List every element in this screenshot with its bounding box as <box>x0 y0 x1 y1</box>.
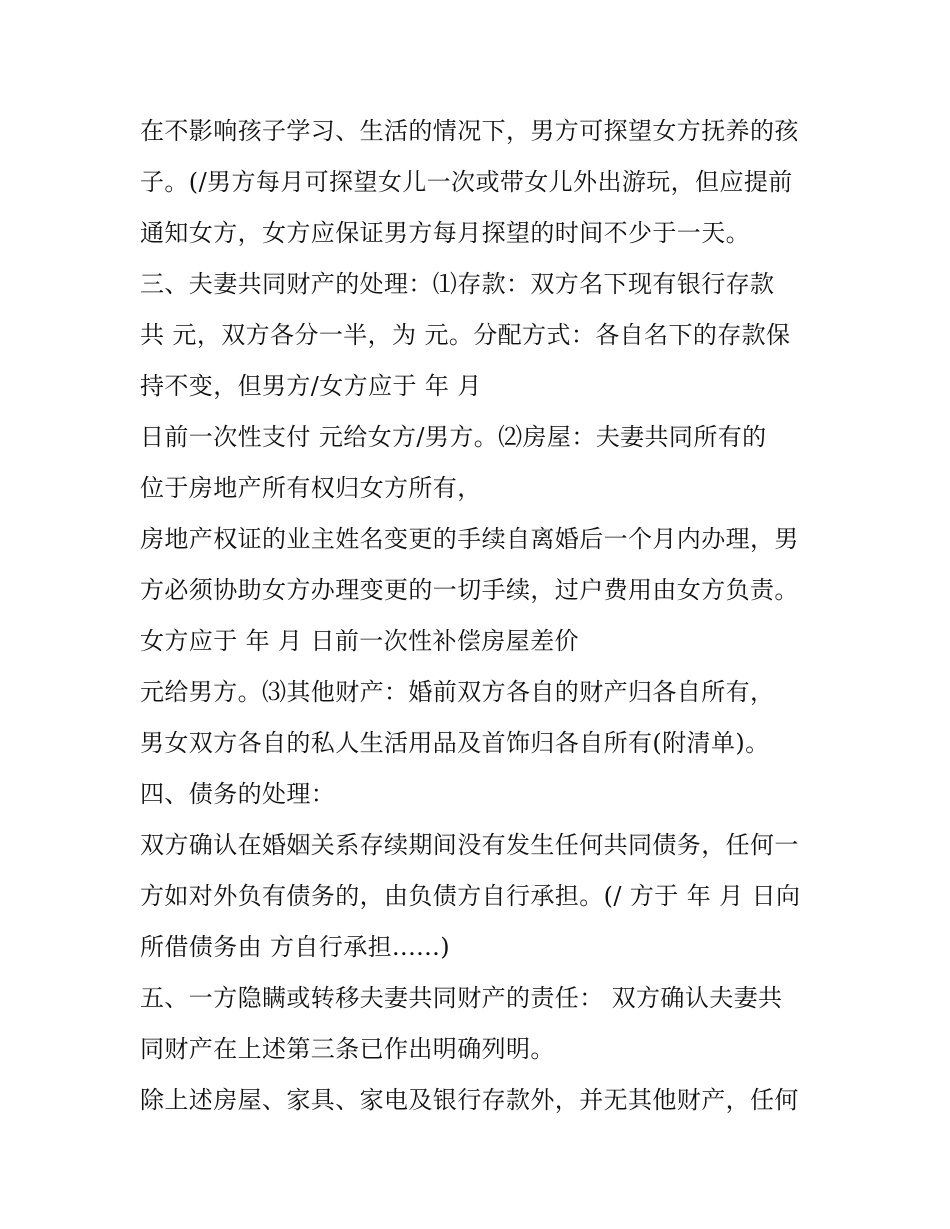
text-line: 四、债务的处理： <box>140 780 336 808</box>
text-line: 持不变，但男方/女方应于 年 月 <box>140 372 482 400</box>
text-line: 方必须协助女方办理变更的一切手续，过户费用由女方负责。 <box>140 576 799 604</box>
text-line: 三、夫妻共同财产的处理：⑴存款：双方名下现有银行存款 <box>140 270 775 298</box>
text-line: 共 元，双方各分一半，为 元。分配方式：各自名下的存款保 <box>140 321 791 349</box>
text-line: 日前一次性支付 元给女方/男方。⑵房屋：夫妻共同所有的 <box>140 423 767 451</box>
text-line: 女方应于 年 月 日前一次性补偿房屋差价 <box>140 627 579 655</box>
text-line: 同财产在上述第三条已作出明确列明。 <box>140 1035 555 1063</box>
text-line: 双方确认在婚姻关系存续期间没有发生任何共同债务，任何一 <box>140 831 799 859</box>
text-line: 在不影响孩子学习、生活的情况下，男方可探望女方抚养的孩 <box>140 117 799 145</box>
document-body <box>140 106 830 1126</box>
text-line: 房地产权证的业主姓名变更的手续自离婚后一个月内办理，男 <box>140 525 799 553</box>
text-line: 方如对外负有债务的，由负债方自行承担。(/ 方于 年 月 日向 <box>140 882 801 910</box>
text-line: 除上述房屋、家具、家电及银行存款外，并无其他财产，任何 <box>140 1086 799 1114</box>
text-line: 五、一方隐瞒或转移夫妻共同财产的责任： 双方确认夫妻共 <box>140 984 783 1012</box>
text-line: 所借债务由 方自行承担......) <box>140 933 450 961</box>
text-line: 男女双方各自的私人生活用品及首饰归各自所有(附清单)。 <box>140 729 770 757</box>
text-line: 子。(/男方每月可探望女儿一次或带女儿外出游玩，但应提前 <box>140 168 793 196</box>
text-line: 元给男方。⑶其他财产：婚前双方各自的财产归各自所有， <box>140 678 775 706</box>
text-line: 位于房地产所有权归女方所有， <box>140 474 482 502</box>
text-line: 通知女方，女方应保证男方每月探望的时间不少于一天。 <box>140 219 750 247</box>
